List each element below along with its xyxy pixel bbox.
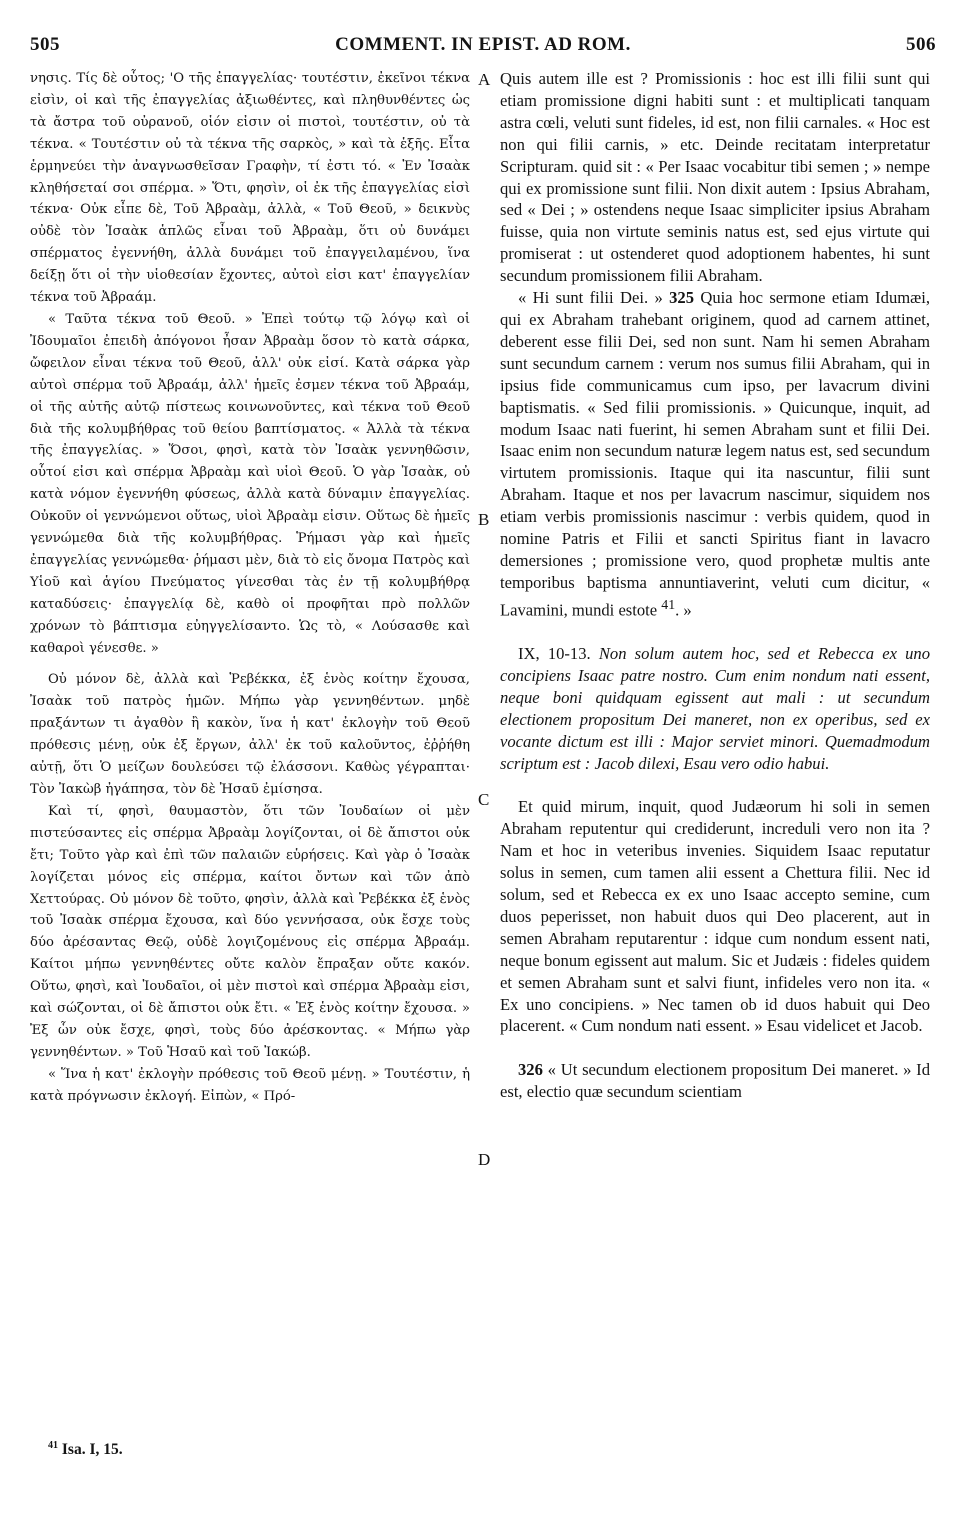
margin-letter-c: C: [478, 790, 490, 809]
greek-paragraph: « Ἵνα ἡ κατ' ἐκλογὴν πρόθεσις τοῦ Θεοῦ μένῃ. » Τουτέστιν, ἡ κατὰ πρόγνωσιν ἐκλογή. Εἰπὼν, « Πρό-: [30, 1066, 470, 1104]
running-header: [30, 34, 936, 60]
footnote: $^{41}$ Isa. I, 15.: [48, 1440, 123, 1459]
page-number-left: 505: [30, 34, 60, 55]
greek-paragraph: « Ταῦτα τέκνα τοῦ Θεοῦ. » Ἐπεὶ τούτῳ τῷ λόγῳ καὶ οἱ Ἰδουμαῖοι ἐπειδὴ ἀπόγονοι ἦσαν Ἀβραὰμ ὅσον τὸ κατὰ σάρκα, ὤφειλον εἶναι τέκνα τοῦ Θεοῦ, ἀλλ' οὐκ εἰσί. Κατὰ σάρκα γὰρ αὐτοὶ σπέρμα τοῦ Ἀβραάμ, ἀλλ' ἡμεῖς ἐσμεν τέκνα τοῦ Ἀβραάμ, οἱ τῆς αὐτῆς αὐτῷ πίστεως κοινωνοῦντες, καὶ τέκνα τοῦ Θεοῦ διὰ τῆς κολυμβήθρας τοῦ θείου βαπτίσματος. « Ἀλλὰ τὰ τέκνα τῆς ἐπαγγελίας. » Ὅσοι, φησὶ, κατὰ τὸν Ἰσαὰκ γεννηθῶσιν, οὗτοί εἰσι καὶ σπέρμα Ἀβραὰμ καὶ υἱοὶ Θεοῦ. Ὁ γὰρ Ἰσαὰκ, οὐ κατὰ νόμον ἐγεννήθη φύσεως, ἀλλὰ κατὰ δύναμιν ἐπαγγελίας. Οὐκοῦν οἱ γεννώμενοι οὕτως, υἱοὶ Ἀβραὰμ εἰσιν. Οὕτως δὲ ἡμεῖς γεννώμεθα διὰ τῆς κολυμβήθρας. Ῥήμασι γὰρ καὶ ἡμεῖς ἐπαγγελίας γεννώμεθα· ῥήμασι μὲν, διὰ τὸ εἰς ὄνομα Πατρὸς καὶ Υἱοῦ καὶ ἁγίου Πνεύματος γίνεσθαι τὰς ἐν τῇ κολυμβήθρᾳ καταδύσεις· ἐπαγγελίᾳ δὲ, καθὸ οἱ προφῆται πρὸ πολλῶν χρόνων τὸ βάπτισμα εὐηγγελίσαντο. Ὡς τὸ, « Λούσασθε καὶ καθαροὶ γένεσθε. »: [30, 311, 470, 656]
latin-column: [500, 68, 930, 1103]
greek-column: [30, 68, 470, 1108]
column-reference-number: 326: [518, 1060, 543, 1080]
latin-paragraph: Quis autem ille est ? Promissionis : hoc est illi filii sunt qui etiam promissione digni habiti sunt : et multiplicati tanquam astra cœli, veluti sunt fideles, id est, non filii carnales. « Hoc est non qui filii carnis, » etc. Deinde recitatam interpretatur Scripturam. quid sit : « Per Isaac vocabitur tibi semen ; » nempe qui ex promissione sunt filii. Non dixit autem : Ipsius Abraham, sed « Dei ; » ostendens neque Isaac simpliciter ipsius Abraham fuisse, quia non virtute seminis natus est, sed ejus virtute qui promiserat : ut ostenderet quod adoptionem habentes, hi sunt secundum promissionem filii Abraham.: [500, 69, 930, 286]
greek-paragraph: Οὐ μόνον δὲ, ἀλλὰ καὶ Ῥεβέκκα, ἐξ ἑνὸς κοίτην ἔχουσα, Ἰσαὰκ τοῦ πατρὸς ἡμῶν. Μήπω γὰρ γεννηθέντων. μηδὲ πραξάντων τι ἀγαθὸν ἢ κακὸν, ἵνα ἡ κατ' ἐκλογὴν τοῦ Θεοῦ πρόθεσις μένῃ, οὐκ ἐξ ἔργων, ἀλλ' ἐκ τοῦ καλοῦντος, ἐῤῥήθη αὐτῇ, ὅτι Ὁ μείζων δουλεύσει τῷ ἐλάσσονι. Καθὼς γέγραπται· Τὸν Ἰακὼβ ἠγάπησα, τὸν δὲ Ἠσαῦ ἐμίσησα.: [30, 672, 470, 797]
margin-letter-b: B: [478, 510, 490, 529]
column-reference-number: 325: [669, 288, 695, 308]
page-number-right: 506: [906, 34, 936, 55]
running-title: COMMENT. IN EPIST. AD ROM.: [335, 34, 631, 55]
margin-letter-a: A: [478, 70, 491, 89]
latin-paragraph: « Hi sunt filii Dei. » 325 Quia hoc sermone etiam Idumæi, qui ex Abraham trahebant originem, quod ad carnem attinet, deberent esse filii Dei, sed non sunt. Nam hi semen Abraham sunt secundum carnem : verum nos sumus filii Abraham, qui in ipsius fide communicamus cum ipso, per lavacrum divini baptismatis. « Sed filii promissionis. » Quicunque, inquit, ad modum Isaac nati fuerint, hi semen Abraham sunt et filii Dei. Isaac enim non secundum naturæ legem natus est, sed secundum virtutem promissionis. Itaque qui ita nascuntur, filii sunt Abraham. Itaque et nos per lavacrum nascimur, siquidem nos etiam verbis promissionis nascimur : verbis quidem, quod in nomine Patris et Filii et sancti Spiritus fiant in lavacro demersiones ; promissione vero, quod prophetæ multis ante temporibus baptisma annuntiaverint, veluti cum dicitur, « Lavamini, mundi estote $^{41}$. »: [500, 288, 930, 620]
latin-paragraph: 326 « Ut secundum electionem propositum Dei maneret. » Id est, electio quæ secundum scientiam: [500, 1060, 930, 1102]
greek-paragraph: Καὶ τί, φησὶ, θαυμαστὸν, ὅτι τῶν Ἰουδαίων οἱ μὲν πιστεύσαντες εἰς σπέρμα Ἀβραὰμ λογίζονται, οἱ δὲ ἄπιστοι οὐκ ἔτι; Τοῦτο γὰρ καὶ ἐπὶ τῶν παλαιῶν εὑρήσεις. Καὶ γὰρ ὁ Ἰσαὰκ λογίζεται μόνος εἰς σπέρμα, καίτοι ὄντων καὶ τῶν ἀπὸ Χεττούρας. Οὐ μόνον δὲ τοῦτο, φησὶν, ἀλλὰ καὶ Ῥεβέκκα ἐξ ἑνὸς τοῦ Ἰσαὰκ σπέρμα ἔχουσα, καὶ δύο γεννήσασα, οὐκ ἔσχε τοὺς δύο ἀρέσαντας Θεῷ, οὐδὲ λογιζομένους εἰς σπέρμα Ἀβραάμ. Καίτοι μήπω γεννηθέντες οὔτε καλὸν ἔπραξαν οὔτε κακόν. Οὕτω, φησὶ, καὶ Ἰουδαῖοι, οἱ μὲν πιστοὶ καὶ σπέρμα Ἀβραὰμ εἰσι, καὶ σώζονται, οἱ δὲ ἄπιστοι οὐκ ἔτι. « Ἐξ ἑνὸς κοίτην ἔχουσα. » Ἐξ ὧν οὐκ ἔσχε, φησὶ, τοὺς δύο ἀρέσκοντας. « Μήπω γὰρ γεννηθέντων. » Τοῦ Ἡσαῦ καὶ τοῦ Ἰακώβ.: [30, 803, 470, 1060]
greek-paragraph: νησις. Τίς δὲ οὗτος; 'Ο τῆς ἐπαγγελίας· τουτέστιν, ἐκεῖνοι τέκνα εἰσὶν, οἱ καὶ τῆς ἐπαγγελίας ἀξιωθέντες, καὶ πληθυνθέντες ὡς τὰ ἄστρα τοῦ οὐρανοῦ, οἱόν εἰσιν οἱ πιστοὶ, τουτέστιν, οὐ τὰ τέκνα. « Τουτέστιν οὐ τὰ τέκνα τῆς σαρκὸς, » καὶ τὰ ἑξῆς. Εἶτα ἑρμηνεύει τὴν ἀναγνωσθεῖσαν Γραφὴν, τί ἐστι τό. « Ἐν Ἰσαὰκ κληθήσεταί σοι σπέρμα. » Ὅτι, φησὶν, οἱ ἐκ τῆς ἐπαγγελίας εἰσὶ τέκνα· Οὐκ εἶπε δὲ, Τοῦ Ἀβραὰμ, ἀλλὰ, « Τοῦ Θεοῦ, » δεικνὺς οὐδὲ τὸν Ἰσαὰκ ἁπλῶς εἶναι τοῦ Ἀβραὰμ, ὅτι οὐ δυνάμει σπέρματος ἐγεννήθη, ἀλλὰ δυνάμει τοῦ ἐπαγγειλαμένου, ἵνα δείξῃ ὅτι οἱ τὴν υἱοθεσίαν ἔχοντες, αὐτοὶ εἰσι κατ' ἐπαγγελίαν τέκνα τοῦ Ἀβραάμ.: [30, 71, 470, 306]
margin-letter-d: D: [478, 1150, 491, 1169]
scripture-verse: IX, 10-13. Non solum autem hoc, sed et Rebecca ex uno concipiens Isaac patre nostro. Cum enim nondum nati essent, neque boni quidquam egissent aut mali : ut secundum electionem propositum Dei maneret, non ex operibus, sed ex vocante dictum est illi : Major serviet minori. Quemadmodum scriptum est : Jacob dilexi, Esau vero odio habui.: [500, 644, 931, 773]
latin-paragraph: Et quid mirum, inquit, quod Judæorum hi soli in semen Abraham reputentur qui crediderunt, increduli vero non ita ? Nam et hoc in veteribus invenies. Siquidem Isaac reputatur solus in semen, cum tamen alii essent a Chettura filii. Nec id solum, sed et Rebecca ex ex uno Isaac accepto semine, cum duos peperisset, non habuit duos qui Deo placerent, aut in semen Abraham reputarentur : idque cum nondum essent nati, neque bonum egissent aut malum. Sic et Judæis : fideles quidem et semen Abraham sunt et salvi fiunt, infideles vero non ita. « Ex uno concipiens. » Nec tamen ob id duos habuit qui Deo placerent. « Cum nondum nati essent. » Esau videlicet et Jacob.: [500, 797, 930, 1036]
footnote-marker: 41: [661, 596, 676, 612]
